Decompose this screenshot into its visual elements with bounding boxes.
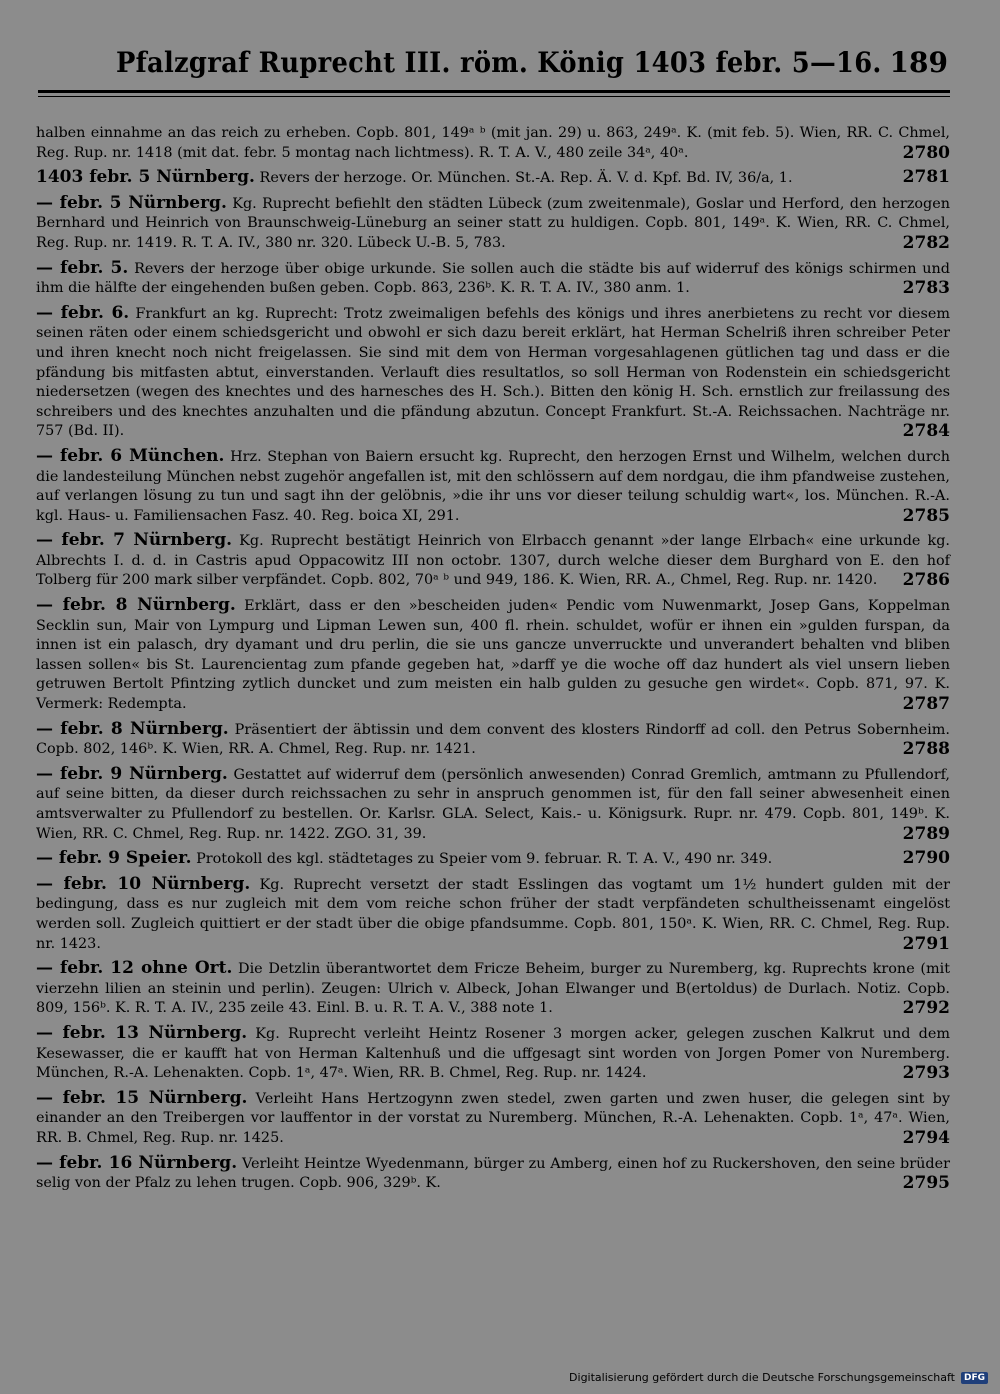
- entry-number: 2784: [902, 421, 950, 442]
- entry-number: 2782: [902, 232, 950, 253]
- regesta-list: [36, 124, 950, 1199]
- entry-date: — febr. 15 Nürnberg.: [36, 1087, 248, 1108]
- dfg-logo-icon: DFG: [961, 1372, 988, 1384]
- entry-text: Revers der herzoge über obige urkunde. Sie sollen auch die städte bis auf widerruf des königs schirmen und ihm die hälfte der eingehenden bußen geben. Copb. 863, 236ᵇ. K. R. T. A. IV., 380 anm. 1.: [36, 260, 950, 297]
- entry-text: Verleiht Hans Hertzogynn zwen stedel, zwen garten und zwen huser, die gelegen sint by einander an den Treibergen vor lauffentor in der vorstat zu Nuremberg. München, R.-A. Lehenakten. Copb. 1ᵃ, 47ᵃ. Wien, RR. B. Chmel, Reg. Rup. nr. 1425.: [36, 1090, 950, 1146]
- entry-number: 2793: [902, 1063, 950, 1084]
- regest-entry: [36, 1154, 950, 1194]
- entry-date: — febr. 16 Nürnberg.: [36, 1152, 238, 1173]
- regest-entry: [36, 194, 950, 254]
- entry-text: Kg. Ruprecht verleiht Heintz Rosener 3 morgen acker, gelegen zuschen Kalkrut und dem Kesewasser, die er kaufft hat von Herman Kaltenhuß und die uffgesagt sint worden von Jorgen Pomer von Nuremberg. München, R.-A. Lehenakten. Copb. 1ᵃ, 47ᵃ. Wien, RR. B. Chmel, Reg. Rup. nr. 1424.: [36, 1025, 950, 1082]
- funding-note: Digitalisierung gefördert durch die Deutsche Forschungsgemeinschaft: [569, 1371, 955, 1384]
- entry-date: — febr. 12 ohne Ort.: [36, 958, 233, 979]
- entry-text: Die Detzlin überantwortet dem Fricze Beheim, burger zu Nuremberg, kg. Ruprechts krone (mit vierzehn lilien an steinin und perlin). Zeugen: Ulrich v. Albeck, Johan Elwanger und B(ertoldus) de Durlach. Notiz. Copb. 809, 156ᵇ. K. R. T. A. IV., 235 zeile 43. Einl. B. u. R. T. A. V., 388 note 1.: [36, 961, 951, 1017]
- regest-entry: [36, 720, 950, 760]
- entry-number: 2781: [902, 167, 950, 188]
- page-header: [38, 40, 948, 90]
- entry-date: — febr. 9 Speier.: [36, 848, 192, 869]
- entry-text: Hrz. Stephan von Baiern ersucht kg. Ruprecht, den herzogen Ernst und Wilhelm, welchen durch die landesteilung München nebst zugehör angefallen ist, mit den schlössern auf dem nordgau, die ihm pfandweise zustehen, auf verlangen lösung zu tun und sagt ihn der gelöbnis, »die ihr uns vor dieser teilung schuldig wart«, los. München. R.-A. kgl. Haus- u. Familiensachen Fasz. 40. Reg. boica XI, 291.: [36, 448, 950, 524]
- entry-text: halben einnahme an das reich zu erheben. Copb. 801, 149ᵃ ᵇ (mit jan. 29) u. 863, 249ᵃ. K. (mit feb. 5). Wien, RR. C. Chmel, Reg. Rup. nr. 1418 (mit dat. febr. 5 montag nach lichtmess). R. T. A. V., 480 zeile 34ᵃ, 40ᵃ.: [36, 125, 950, 161]
- page-footer: [569, 1371, 988, 1384]
- regest-entry: [36, 1089, 950, 1149]
- regest-entry: [36, 259, 950, 299]
- entry-number: 2783: [902, 278, 950, 299]
- entry-number: 2789: [902, 823, 950, 844]
- entry-number: 2794: [902, 1127, 950, 1148]
- regest-entry: [36, 447, 950, 526]
- page-number: 189: [889, 46, 948, 79]
- regest-entry: [36, 124, 950, 163]
- entry-date: — febr. 8 Nürnberg.: [36, 718, 229, 739]
- entry-date: — febr. 5.: [36, 257, 129, 278]
- entry-date: — febr. 8 Nürnberg.: [36, 595, 236, 616]
- header-rule-thin: [38, 96, 950, 97]
- entry-number: 2786: [902, 570, 950, 591]
- entry-number: 2788: [902, 739, 950, 760]
- entry-text: Erklärt, dass er den »bescheiden juden« Pendic vom Nuwenmarkt, Josep Gans, Koppelman Secklin sun, Mair von Lympurg und Lipman Lewen sun, 400 fl. rhein. schuldet, wofür er ihnen ein »gulden furspan, da innen ist ein palasch, dry dyamant und dru perlin, die sie uns gancze unverruckte und unverandert behalten vnd bliben lassen sollen« bis St. Laurencientag zum pfande gegeben hat, »darff ye die woche off daz hundert als viel unsern lieben getruwen Bertolt Pfintzing zytlich duncket und zum meisten ein halb gulden zu gesuche gen wirdet«. Copb. 871, 97. K. Vermerk: Redempta.: [36, 598, 950, 713]
- running-title: Pfalzgraf Ruprecht III. röm. König 1403 febr. 5—16.: [116, 46, 882, 79]
- entry-date: — febr. 6.: [36, 302, 130, 323]
- entry-text: Kg. Ruprecht befiehlt den städten Lübeck (zum zweitenmale), Goslar und Herford, den herzogen Bernhard und Heinrich von Braunschweig-Lüneburg an seiner statt zu huldigen. Copb. 801, 149ᵃ. K. Wien, RR. C. Chmel, Reg. Rup. nr. 1419. R. T. A. IV., 380 nr. 320. Lübeck U.-B. 5, 783.: [36, 195, 951, 251]
- entry-number: 2785: [902, 505, 950, 526]
- entry-number: 2787: [902, 694, 950, 715]
- entry-date: — febr. 7 Nürnberg.: [36, 530, 233, 551]
- regest-entry: [36, 596, 950, 715]
- entry-date: 1403 febr. 5 Nürnberg.: [36, 167, 255, 188]
- entry-number: 2791: [902, 933, 950, 954]
- entry-text: Gestattet auf widerruf dem (persönlich anwesenden) Conrad Gremlich, amtmann zu Pfullendorf, auf seine bitten, da dieser durch reichssachen zu sehr in anspruch genommen ist, für den fall seiner abwesenheit einen amtsverwalter zu Pfullendorf zu bestellen. Or. Karlsr. GLA. Select, Kais.- u. Königsurk. Rupr. nr. 479. Copb. 801, 149ᵇ. K. Wien, RR. C. Chmel, Reg. Rup. nr. 1422. ZGO. 31, 39.: [36, 766, 950, 842]
- entry-number: 2792: [902, 998, 950, 1019]
- entry-date: — febr. 9 Nürnberg.: [36, 763, 228, 784]
- regest-entry: [36, 531, 950, 591]
- entry-date: — febr. 5 Nürnberg.: [36, 192, 227, 213]
- entry-number: 2780: [902, 142, 950, 163]
- entry-date: — febr. 13 Nürnberg.: [36, 1022, 248, 1043]
- entry-text: Frankfurt an kg. Ruprecht: Trotz zweimaligen befehls des königs und ihres anerbietens zu recht vor diesem seinen räten oder einem schiedsgericht und obwohl er sich dazu bereit erklärt, hat Herman Schelriß ihren schreiber Peter und ihren knecht noch nicht freigelassen. Sie sind mit dem von Herman vorgesahlagenen gütlichen tag und dass er die pfändung bis mitfasten abtut, einverstanden. Verlauft dies resultatlos, so soll Herman von Rodenstein ein schiedsgericht niedersetzen (wegen des knechtes und des harnesches des H. Sch.). Bitten den könig H. Sch. ernstlich zur freilassung des schreibers und des knechtes anzuhalten und die pfändung abzutun. Concept Frankfurt. St.-A. Reichssachen. Nachträge nr. 757 (Bd. II).: [36, 305, 950, 440]
- entry-text: Kg. Ruprecht versetzt der stadt Esslingen das vogtamt um 1½ hundert gulden mit der bedingung, dass es nur zugleich mit dem vom reiche schon früher der stadt verpfändeten schultheissenamt eingelöst werden soll. Zugleich quittiert er der stadt über die obige pfandsumme. Copb. 801, 150ᵃ. K. Wien, RR. C. Chmel, Reg. Rup. nr. 1423.: [36, 876, 950, 952]
- entry-text: Präsentiert der äbtissin und dem convent des klosters Rindorff ad coll. den Petrus Sobernheim. Copb. 802, 146ᵇ. K. Wien, RR. A. Chmel, Reg. Rup. nr. 1421.: [36, 721, 950, 758]
- entry-date: — febr. 6 München.: [36, 445, 225, 466]
- entry-text: Protokoll des kgl. städtetages zu Speier vom 9. februar. R. T. A. V., 490 nr. 349.: [196, 851, 773, 868]
- entry-text: Kg. Ruprecht bestätigt Heinrich von Elrbacch genannt »der lange Elrbach« eine urkunde kg. Albrechts I. d. d. in Castris apud Oppacowitz III non octobr. 1307, durch welche dieser dem Burghard von E. den hof Tolberg für 200 mark silber verpfändet. Copb. 802, 70ᵃ ᵇ und 949, 186. K. Wien, RR. A., Chmel, Reg. Rup. nr. 1420.: [36, 533, 950, 589]
- entry-date: — febr. 10 Nürnberg.: [36, 873, 251, 894]
- entry-number: 2790: [902, 848, 950, 869]
- regest-entry: [36, 959, 950, 1019]
- header-rule-thick: [38, 90, 950, 93]
- regest-entry: [36, 765, 950, 844]
- regest-entry: [36, 1024, 950, 1084]
- regest-entry: [36, 304, 950, 442]
- regest-entry: [36, 168, 950, 189]
- entry-text: Revers der herzoge. Or. München. St.-A. Rep. Ä. V. d. Kpf. Bd. IV, 36/a, 1.: [259, 170, 793, 187]
- regest-entry: [36, 875, 950, 954]
- entry-number: 2795: [902, 1173, 950, 1194]
- regest-entry: [36, 849, 950, 870]
- entry-text: Verleiht Heintze Wyedenmann, bürger zu Amberg, einen hof zu Ruckershoven, den seine brüder selig von der Pfalz zu lehen trugen. Copb. 906, 329ᵇ. K.: [36, 1155, 950, 1192]
